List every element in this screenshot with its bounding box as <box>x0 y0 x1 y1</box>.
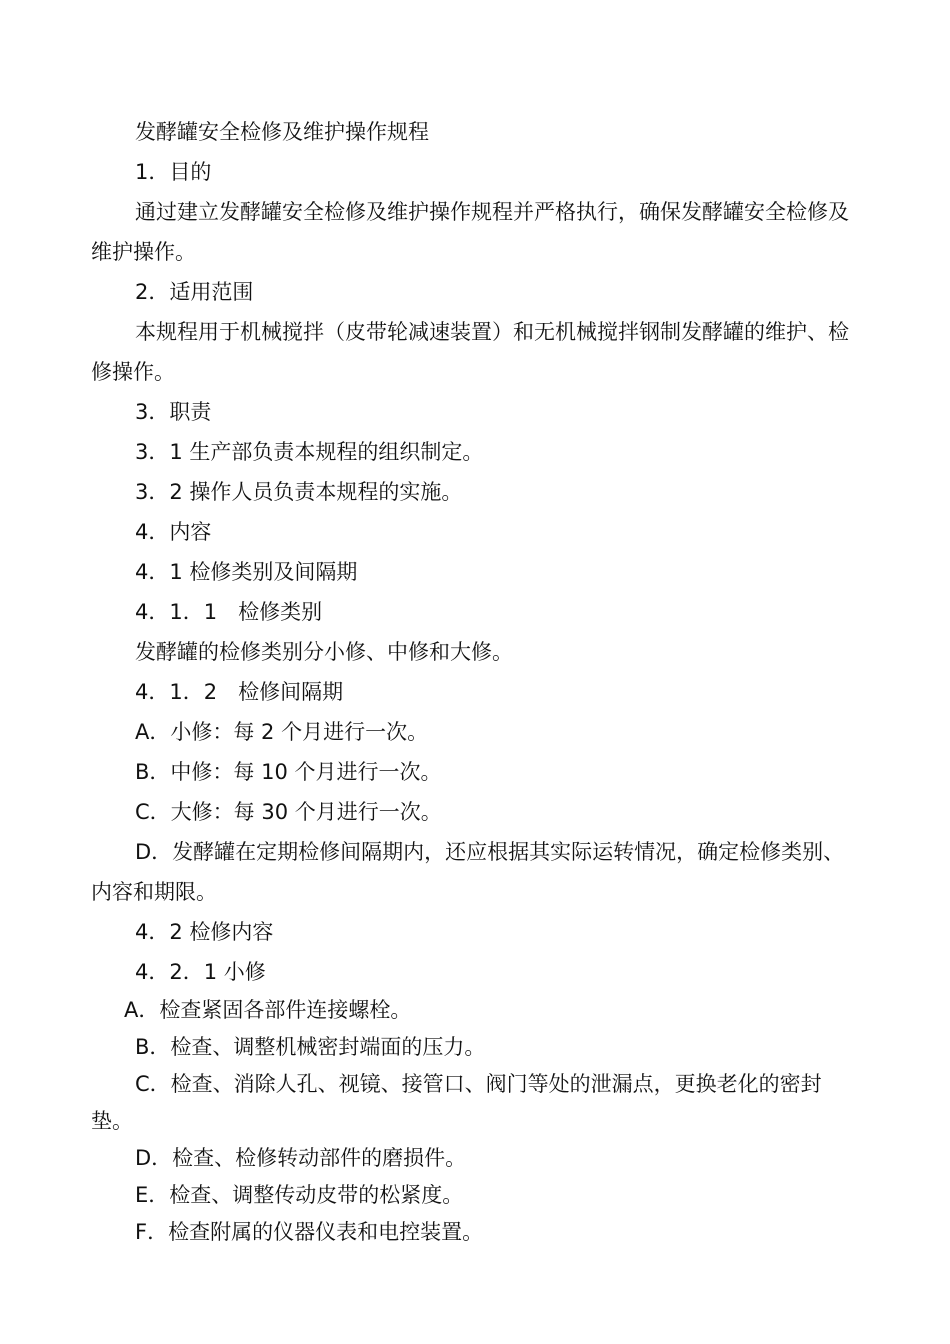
list-item: E．检查、调整传动皮带的松紧度。 <box>135 1183 464 1207</box>
subsection-heading: 4．2．1 小修 <box>135 960 266 984</box>
subsection-heading: 4．1 检修类别及间隔期 <box>135 560 358 584</box>
list-item: C．大修：每 30 个月进行一次。 <box>135 800 442 824</box>
section-heading: 2．适用范围 <box>135 280 254 304</box>
subsection-heading: 4．2 检修内容 <box>135 920 274 944</box>
list-item: B．检查、调整机械密封端面的压力。 <box>135 1035 486 1059</box>
list-item: B．中修：每 10 个月进行一次。 <box>135 760 442 784</box>
body-paragraph: 发酵罐的检修类别分小修、中修和大修。 <box>135 640 513 664</box>
section-heading: 1．目的 <box>135 160 212 184</box>
body-paragraph: 3．2 操作人员负责本规程的实施。 <box>135 480 463 504</box>
section-heading: 4．内容 <box>135 520 212 544</box>
list-item: D．检查、检修转动部件的磨损件。 <box>135 1146 467 1170</box>
section-heading: 3．职责 <box>135 400 212 424</box>
subsection-heading: 4．1．1 检修类别 <box>135 600 323 624</box>
list-item: C．检查、消除人孔、视镜、接管口、阀门等处的泄漏点，更换老化的密封垫。 <box>91 1072 822 1133</box>
document-body <box>91 112 861 1251</box>
list-item: A．检查紧固各部件连接螺栓。 <box>124 998 412 1022</box>
body-paragraph: 3．1 生产部负责本规程的组织制定。 <box>135 440 484 464</box>
list-item: D．发酵罐在定期检修间隔期内，还应根据其实际运转情况，确定检修类别、内容和期限。 <box>91 840 845 904</box>
document-title: 发酵罐安全检修及维护操作规程 <box>135 120 429 144</box>
list-item: A．小修：每 2 个月进行一次。 <box>135 720 429 744</box>
subsection-heading: 4．1．2 检修间隔期 <box>135 680 344 704</box>
body-paragraph: 通过建立发酵罐安全检修及维护操作规程并严格执行，确保发酵罐安全检修及维护操作。 <box>91 200 849 264</box>
list-item: F．检查附属的仪器仪表和电控装置。 <box>135 1220 484 1244</box>
body-paragraph: 本规程用于机械搅拌（皮带轮减速装置）和无机械搅拌钢制发酵罐的维护、检修操作。 <box>91 320 849 384</box>
